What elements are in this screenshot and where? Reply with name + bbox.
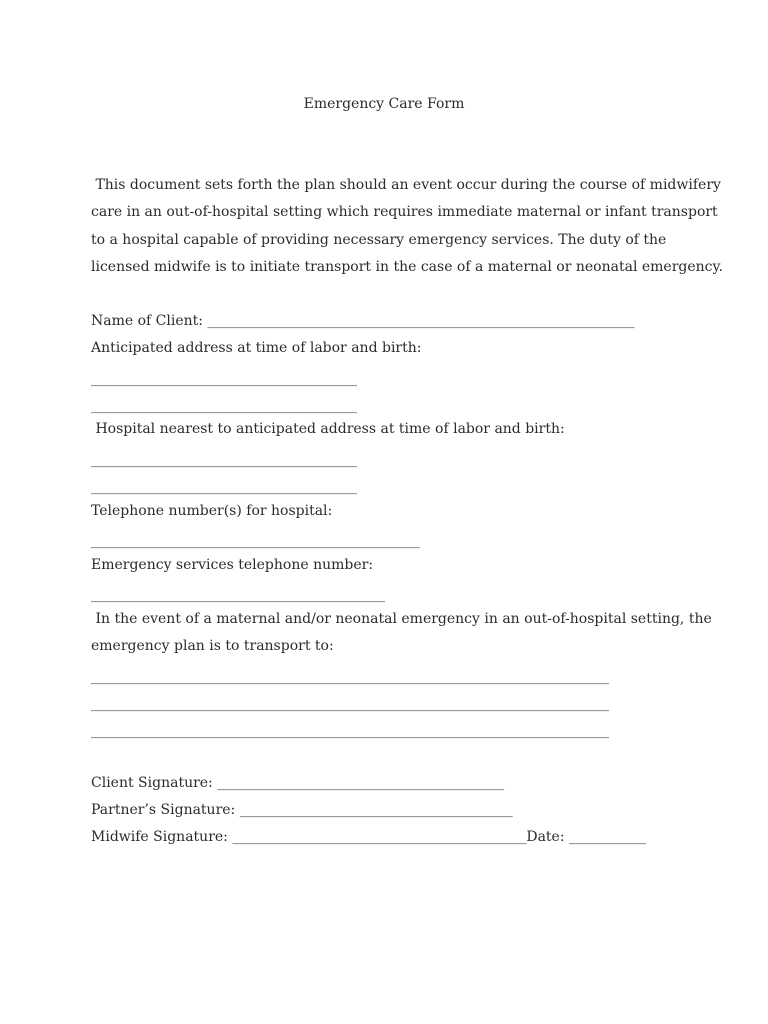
midwife-signature-row — [91, 827, 646, 847]
emergency-phone-field[interactable]: __________________________________________ — [91, 587, 385, 603]
intro-line-3: to a hospital capable of providing necessary emergency services. The duty of the — [91, 232, 667, 248]
client-signature-field[interactable]: _________________________________________ — [217, 775, 505, 791]
hospital-field-2[interactable]: ______________________________________ — [91, 479, 357, 495]
intro-line-1: This document sets forth the plan should an event occur during the course of midwifery — [91, 177, 721, 193]
emergency-phone-label: Emergency services telephone number: — [91, 557, 374, 573]
client-signature-label: Client Signature: — [91, 775, 213, 791]
partner-signature-row — [91, 800, 513, 820]
client-name-label: Name of Client: — [91, 313, 203, 329]
address-field-2[interactable]: ______________________________________ — [91, 398, 357, 414]
client-name-field[interactable]: _____________________________________________________________ — [207, 313, 635, 329]
date-label: Date: — [526, 829, 565, 845]
client-name-row — [91, 311, 634, 331]
midwife-signature-label: Midwife Signature: — [91, 829, 228, 845]
address-label: Anticipated address at time of labor and birth: — [91, 340, 422, 356]
client-signature-row — [91, 773, 504, 793]
transport-field-3[interactable]: __________________________________________________________________________ — [91, 723, 609, 739]
hospital-phone-field[interactable]: _______________________________________________ — [91, 533, 420, 549]
transport-line-2: emergency plan is to transport to: — [91, 638, 334, 654]
hospital-phone-label: Telephone number(s) for hospital: — [91, 503, 333, 519]
address-field-1[interactable]: ______________________________________ — [91, 371, 357, 387]
date-field[interactable]: ___________ — [569, 829, 646, 845]
transport-field-1[interactable]: __________________________________________________________________________ — [91, 669, 609, 685]
transport-line-1: In the event of a maternal and/or neonatal emergency in an out-of-hospital setting, the — [91, 611, 712, 627]
intro-line-2: care in an out-of-hospital setting which requires immediate maternal or infant transport — [91, 204, 718, 220]
intro-line-4: licensed midwife is to initiate transport in the case of a maternal or neonatal emergency. — [91, 259, 724, 275]
transport-field-2[interactable]: __________________________________________________________________________ — [91, 696, 609, 712]
partner-signature-label: Partner’s Signature: — [91, 802, 236, 818]
hospital-label: Hospital nearest to anticipated address at time of labor and birth: — [91, 421, 565, 437]
hospital-field-1[interactable]: ______________________________________ — [91, 452, 357, 468]
midwife-signature-field[interactable]: __________________________________________ — [232, 829, 527, 845]
document-title: Emergency Care Form — [303, 96, 465, 112]
partner-signature-field[interactable]: _______________________________________ — [239, 802, 513, 818]
